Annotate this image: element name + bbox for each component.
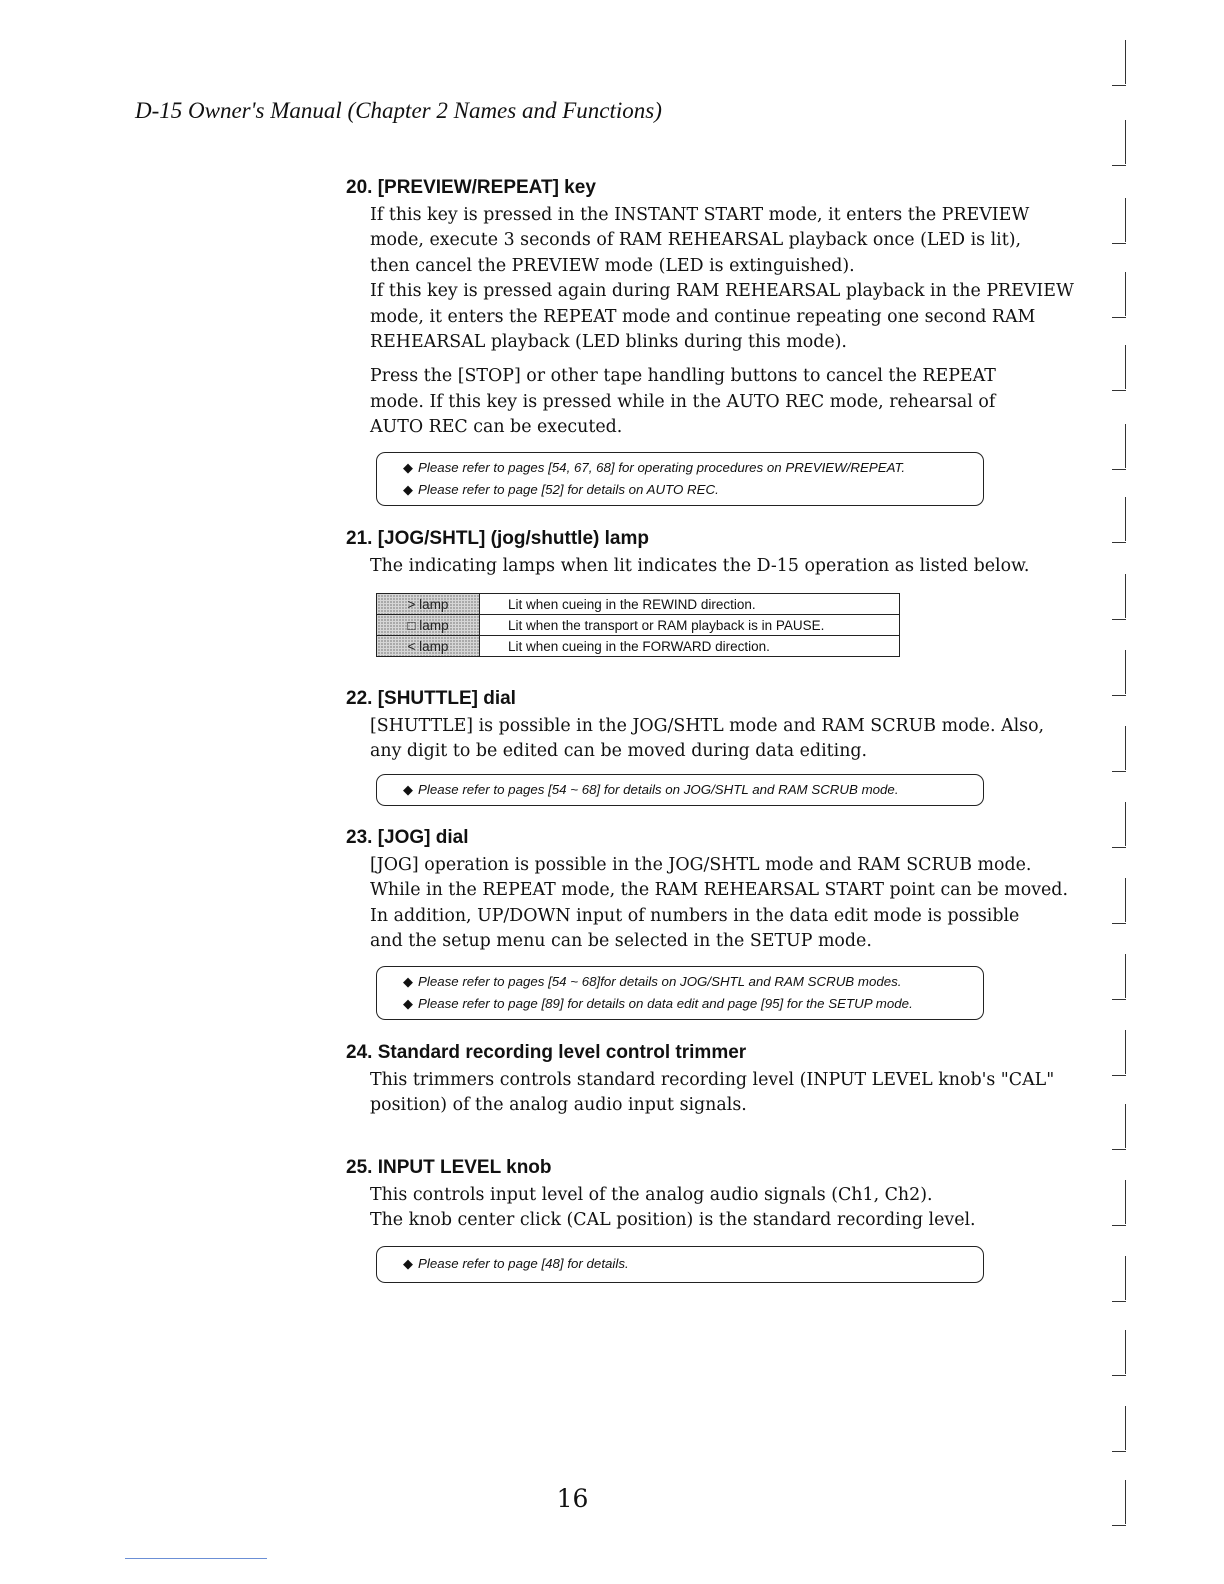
section-21	[346, 528, 1030, 579]
lamp-label: □ lamp	[377, 615, 480, 636]
diamond-bullet-icon: ◆	[403, 974, 413, 989]
binding-mark	[1112, 878, 1128, 928]
paragraph: If this key is pressed in the INSTANT START mode, it enters the PREVIEW mode, execute 3 seconds of RAM REHEARSAL playback once (LED is lit), then cancel the PREVIEW mode (LED is extinguished). If this key is pressed again during RAM REHEARSAL playback in the PREVIEW mode, it enters the REPEAT mode and continue repeating one second RAM REHEARSAL playback (LED blinks during this mode).	[370, 205, 1074, 353]
lamp-description: Lit when cueing in the FORWARD direction.	[480, 636, 900, 657]
binding-mark	[1112, 497, 1128, 547]
section-heading: 21. [JOG/SHTL] (jog/shuttle) lamp	[346, 528, 649, 549]
page-number: 16	[556, 1484, 589, 1513]
reference-note-box	[376, 452, 984, 506]
reference-note: ◆ Please refer to pages [54 ~ 68]for details on JOG/SHTL and RAM SCRUB modes.	[403, 974, 902, 989]
lamp-label: > lamp	[377, 594, 480, 615]
reference-note: ◆ Please refer to page [52] for details on AUTO REC.	[403, 482, 719, 497]
section-25	[346, 1157, 1026, 1234]
section-23	[346, 827, 1068, 955]
binding-mark	[1112, 650, 1128, 700]
section-heading: 23. [JOG] dial	[346, 827, 469, 848]
binding-mark	[1112, 1480, 1128, 1530]
paragraph: [SHUTTLE] is possible in the JOG/SHTL mode and RAM SCRUB mode. Also, any digit to be edited can be moved during data editing.	[370, 716, 1045, 762]
footer-rule	[125, 1558, 267, 1559]
binding-mark	[1112, 424, 1128, 474]
paragraph: Press the [STOP] or other tape handling buttons to cancel the REPEAT mode. If this key is pressed while in the AUTO REC mode, rehearsal of AUTO REC can be executed.	[370, 366, 996, 438]
diamond-bullet-icon: ◆	[403, 460, 413, 475]
section-20	[346, 177, 1074, 441]
reference-note: ◆ Please refer to page [48] for details.	[403, 1256, 629, 1271]
binding-margin-marks	[1112, 40, 1132, 1540]
binding-mark	[1112, 345, 1128, 395]
lamp-label: < lamp	[377, 636, 480, 657]
binding-mark	[1112, 1330, 1128, 1380]
diamond-bullet-icon: ◆	[403, 482, 413, 497]
section-22	[346, 688, 1045, 765]
paragraph: The indicating lamps when lit indicates the D-15 operation as listed below.	[370, 556, 1030, 576]
binding-mark	[1112, 272, 1128, 322]
page-header-title: D-15 Owner's Manual (Chapter 2 Names and Functions)	[135, 98, 662, 123]
reference-note: ◆ Please refer to pages [54, 67, 68] for operating procedures on PREVIEW/REPEAT.	[403, 460, 906, 475]
binding-mark	[1112, 120, 1128, 170]
binding-mark	[1112, 40, 1128, 90]
table-row	[377, 636, 900, 657]
binding-mark	[1112, 1030, 1128, 1080]
section-heading: 25. INPUT LEVEL knob	[346, 1157, 552, 1178]
reference-note-box	[376, 966, 984, 1020]
paragraph: This controls input level of the analog audio signals (Ch1, Ch2). The knob center click (CAL position) is the standard recording level.	[370, 1185, 976, 1231]
binding-mark	[1112, 726, 1128, 776]
binding-mark	[1112, 954, 1128, 1004]
reference-note-box	[376, 1246, 984, 1283]
table-row	[377, 615, 900, 636]
binding-mark	[1112, 574, 1128, 624]
binding-mark	[1112, 1256, 1128, 1306]
binding-mark	[1112, 1180, 1128, 1230]
binding-mark	[1112, 198, 1128, 248]
binding-mark	[1112, 802, 1128, 852]
diamond-bullet-icon: ◆	[403, 1256, 413, 1271]
binding-mark	[1112, 1406, 1128, 1456]
section-24	[346, 1042, 1055, 1119]
lamp-description: Lit when cueing in the REWIND direction.	[480, 594, 900, 615]
reference-note: ◆ Please refer to page [89] for details on data edit and page [95] for the SETUP mode.	[403, 996, 913, 1011]
lamp-table	[376, 593, 900, 657]
reference-note-box	[376, 774, 984, 806]
table-row	[377, 594, 900, 615]
section-heading: 24. Standard recording level control trimmer	[346, 1042, 747, 1063]
paragraph: This trimmers controls standard recording level (INPUT LEVEL knob's "CAL" position) of the analog audio input signals.	[370, 1070, 1055, 1116]
reference-note: ◆ Please refer to pages [54 ~ 68] for details on JOG/SHTL and RAM SCRUB mode.	[403, 782, 899, 797]
binding-mark	[1112, 1104, 1128, 1154]
section-heading: 20. [PREVIEW/REPEAT] key	[346, 177, 596, 198]
diamond-bullet-icon: ◆	[403, 996, 413, 1011]
section-heading: 22. [SHUTTLE] dial	[346, 688, 516, 709]
diamond-bullet-icon: ◆	[403, 782, 413, 797]
lamp-description: Lit when the transport or RAM playback is in PAUSE.	[480, 615, 900, 636]
paragraph: [JOG] operation is possible in the JOG/SHTL mode and RAM SCRUB mode. While in the REPEAT mode, the RAM REHEARSAL START point can be moved. In addition, UP/DOWN input of numbers in the data edit mode is possible and the setup menu can be selected in the SETUP mode.	[370, 855, 1068, 952]
